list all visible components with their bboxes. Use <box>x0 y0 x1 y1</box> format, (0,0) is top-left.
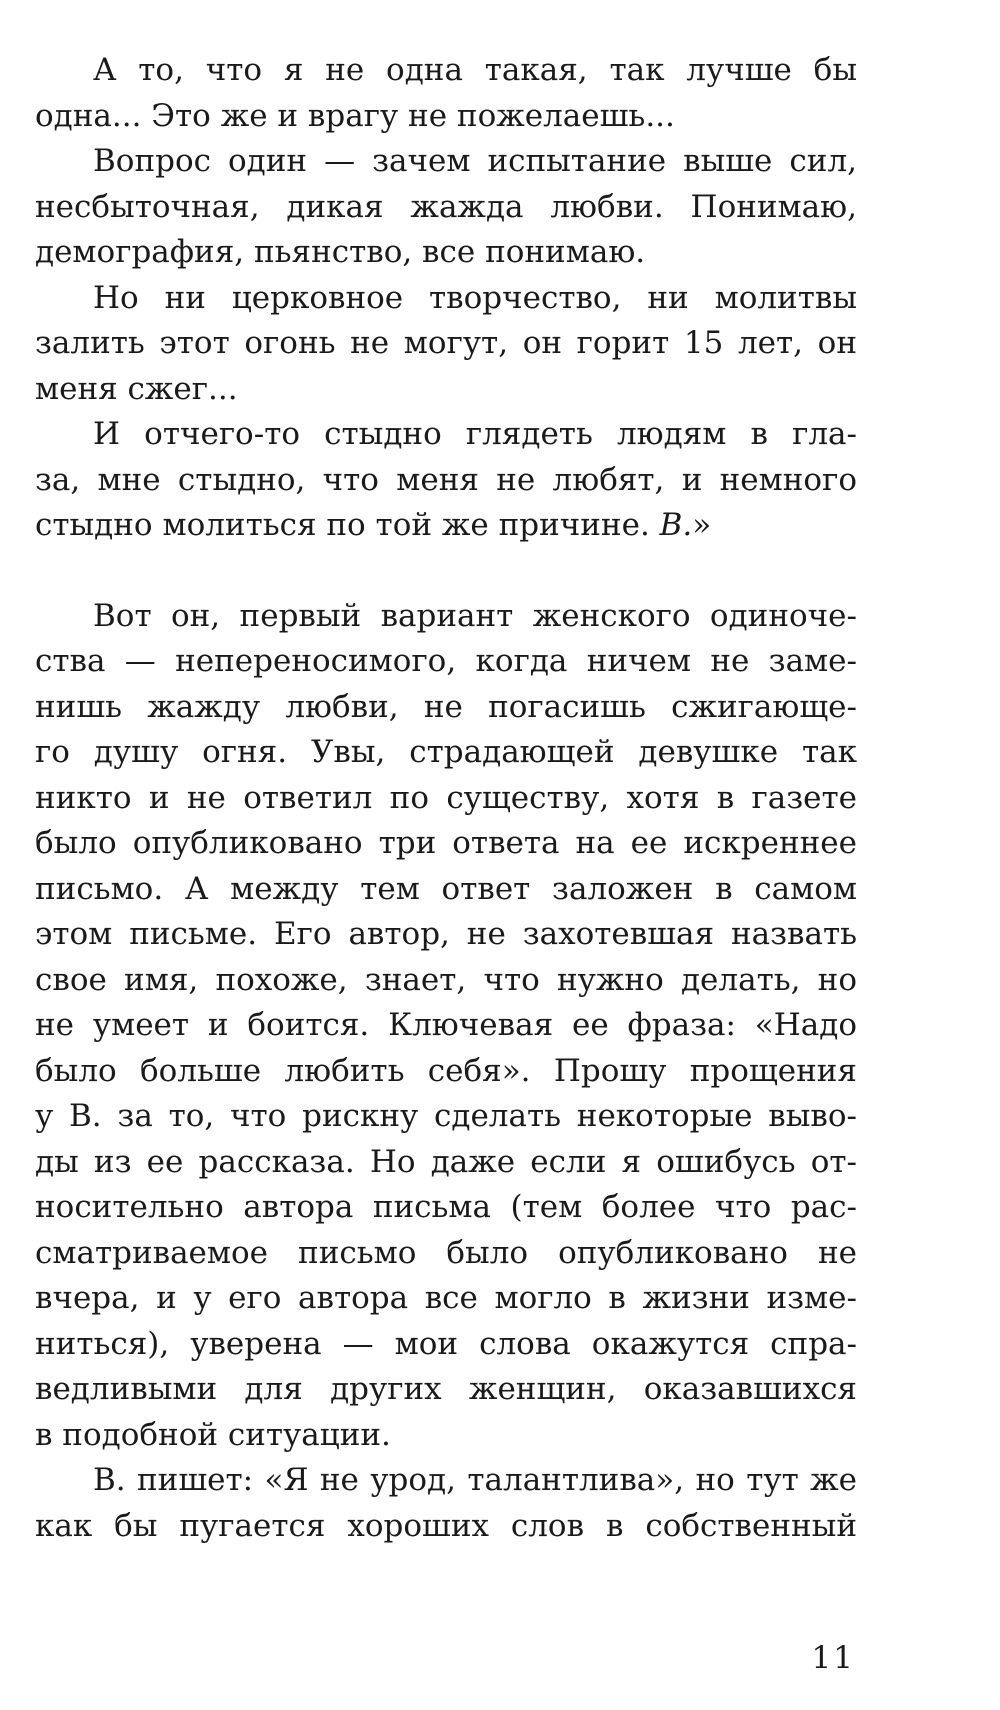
section-spacer <box>35 549 857 594</box>
text-line: Вот он, первый вариант женского одиноче- <box>93 597 857 634</box>
text-line: одна... Это же и врагу не пожелаешь... <box>35 97 675 134</box>
text-line: как бы пугается хороших слов в собственный <box>35 1507 857 1544</box>
text-line: Вопрос один — зачем испытание выше сил, <box>93 143 857 179</box>
article-paragraph-2 <box>35 1458 857 1549</box>
text-line: носительно автора письма (тем более что рас- <box>35 1189 857 1225</box>
text-line: демография, пьянство, все понимаю. <box>35 234 646 270</box>
text-line: никто и не ответил по существу, хотя в газете <box>35 779 857 816</box>
text-line: не умеет и боится. Ключевая ее фраза: «Надо <box>35 1007 857 1043</box>
letter-signature: В. <box>659 507 693 543</box>
text-line: А то, что я не одна такая, так лучше бы <box>93 52 857 88</box>
text-line: залить этот огонь не могут, он горит 15 лет, он <box>35 325 857 361</box>
text-line: ниться), уверена — мои слова окажутся спра- <box>35 1325 857 1362</box>
text-line: ды из ее рассказа. Но даже если я ошибусь от- <box>35 1143 857 1180</box>
letter-paragraph-3 <box>35 276 857 413</box>
text-line: В. пишет: «Я не урод, талантлива», но тут же <box>93 1462 857 1498</box>
closing-quote: » <box>692 507 712 543</box>
text-line: Но ни церковное творчество, ни молитвы <box>93 279 857 316</box>
text-line: вчера, и у его автора все могло в жизни изме- <box>35 1280 857 1316</box>
text-line-segment: стыдно молиться по той же причине. <box>35 507 660 543</box>
letter-paragraph-4 <box>35 412 857 549</box>
text-line: у В. за то, что рискну сделать некоторые выво- <box>35 1098 857 1134</box>
letter-paragraph-1 <box>35 48 857 139</box>
text-line: за, мне стыдно, что меня не любят, и немного <box>35 461 857 498</box>
text-line: го душу огня. Увы, страдающей девушке так <box>35 734 857 770</box>
text-line: в подобной ситуации. <box>35 1416 391 1453</box>
text-line: ведливыми для других женщин, оказавшихся <box>35 1371 857 1407</box>
text-line <box>35 503 857 549</box>
article-paragraph-1 <box>35 594 857 1459</box>
text-line: И отчего-то стыдно глядеть людям в гла- <box>93 416 857 452</box>
text-line: было опубликовано три ответа на ее искреннее <box>35 825 857 861</box>
page-text <box>35 48 857 1549</box>
text-line: ства — непереносимого, когда ничем не заме- <box>35 643 857 679</box>
letter-paragraph-2 <box>35 139 857 276</box>
text-line: нишь жажду любви, не погасишь сжигающе- <box>35 688 857 725</box>
text-line: меня сжег... <box>35 370 238 407</box>
text-line: этом письме. Его автор, не захотевшая назвать <box>35 916 857 952</box>
text-line: письмо. А между тем ответ заложен в самом <box>35 870 857 907</box>
page-number: 11 <box>811 1640 855 1676</box>
text-line: было больше любить себя». Прошу прощения <box>35 1052 857 1089</box>
text-line: сматриваемое письмо было опубликовано не <box>35 1234 857 1271</box>
text-line: несбыточная, дикая жажда любви. Понимаю, <box>35 188 857 225</box>
text-line: свое имя, похоже, знает, что нужно делать, но <box>35 961 857 998</box>
